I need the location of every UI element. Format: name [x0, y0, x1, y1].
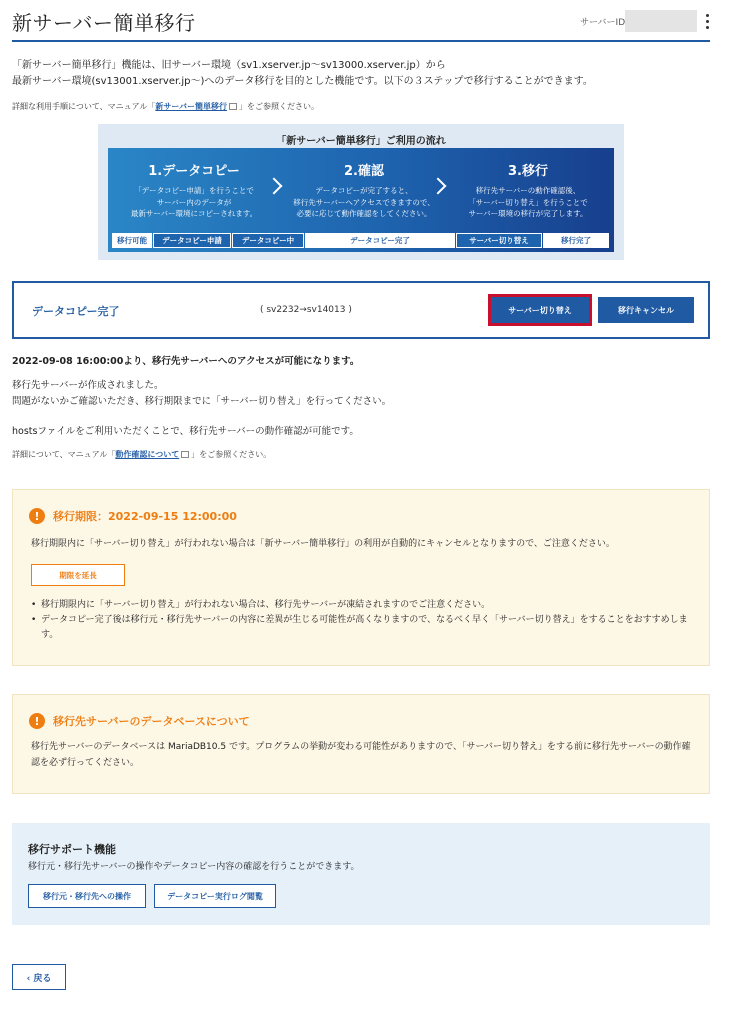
deadline-bullets	[31, 598, 697, 643]
stage-server-switch: サーバー切り替え	[456, 233, 542, 248]
list-item: • データコピー完了後は移行元・移行先サーバーの内容に差異が生じる可能性が高くなりますので、なるべく早く「サーバー切り替え」をすることをおすすめします。	[31, 613, 697, 643]
support-desc: 移行元・移行先サーバーの操作やデータコピー内容の確認を行うことができます。	[28, 862, 360, 872]
stage-bar	[112, 233, 610, 248]
flow-title: 「新サーバー簡単移行」ご利用の流れ	[276, 136, 446, 147]
database-title	[29, 713, 250, 729]
database-warning-box	[12, 694, 710, 794]
page-header	[12, 0, 710, 42]
copy-log-button[interactable]: データコピー実行ログ閲覧	[154, 884, 276, 908]
page-title: 新サーバー簡単移行	[12, 11, 196, 35]
manual-note-prefix: 詳細な利用手順について、マニュアル「	[12, 102, 156, 111]
manual-link-migration[interactable]: 新サーバー簡単移行	[155, 102, 227, 111]
server-created-line-2: 問題がないかご確認いただき、移行期限までに「サーバー切り替え」を行ってください。	[12, 396, 392, 407]
server-id-label: サーバーID	[580, 18, 626, 28]
more-menu-icon[interactable]	[702, 10, 712, 32]
flow-step-3	[448, 160, 608, 220]
flow-step-2	[284, 160, 444, 220]
warning-icon: !	[29, 508, 45, 524]
server-id-value	[625, 10, 697, 32]
flow-banner	[108, 148, 614, 252]
flow-step-1	[114, 160, 274, 220]
migration-flow-diagram	[98, 124, 624, 260]
server-route: ( sv2232→sv14013 )	[260, 305, 352, 315]
status-label: データコピー完了	[32, 305, 120, 318]
back-button[interactable]: ‹ 戻る	[12, 964, 66, 990]
flow-step-3-desc-2: 「サーバー切り替え」を行うことで	[468, 197, 588, 207]
flow-step-1-desc-2: サーバー内のデータが	[156, 197, 232, 207]
stage-copy-complete: データコピー完了	[305, 233, 455, 248]
stage-migration-complete: 移行完了	[543, 233, 609, 248]
flow-step-1-desc-1: 「データコピー申請」を行うことで	[134, 186, 254, 195]
flow-step-2-head: 2.確認	[344, 164, 384, 179]
extend-deadline-button[interactable]: 期限を延長	[31, 564, 125, 586]
server-operations-button[interactable]: 移行元・移行先への操作	[28, 884, 146, 908]
flow-step-1-desc-3: 最新サーバー環境にコピーされます。	[130, 209, 258, 218]
server-switch-button[interactable]: サーバー切り替え	[491, 297, 589, 323]
support-title: 移行サポート機能	[28, 843, 116, 856]
detail-note	[12, 449, 271, 460]
stage-copying: データコピー中	[232, 233, 304, 248]
manual-link-verification[interactable]: 動作確認について	[115, 450, 180, 459]
intro-text	[12, 58, 712, 90]
database-title-text: 移行先サーバーのデータベースについて	[53, 715, 250, 728]
intro-line-1: 「新サーバー簡単移行」機能は、旧サーバー環境（sv1.xserver.jp〜sv13000.xserver.jp）から	[12, 60, 446, 71]
flow-step-3-head: 3.移行	[508, 164, 548, 179]
flow-step-3-desc-1: 移行先サーバーの動作確認後、	[475, 186, 581, 195]
external-link-icon	[229, 103, 237, 110]
external-link-icon	[181, 451, 189, 458]
server-created-notice	[12, 378, 391, 410]
detail-note-suffix: 」をご参照ください。	[191, 450, 272, 459]
detail-note-prefix: 詳細について、マニュアル「	[12, 450, 116, 459]
flow-step-2-desc-1: データコピーが完了すると、	[315, 186, 413, 195]
manual-note-suffix: 」をご参照ください。	[238, 102, 319, 111]
warning-icon: !	[29, 713, 45, 729]
deadline-warning-box	[12, 489, 710, 666]
intro-line-2: 最新サーバー環境(sv13001.xserver.jp〜)へのデータ移行を目的とした機能です。以下の３ステップで移行することができます。	[12, 76, 593, 87]
access-available-notice: 2022-09-08 16:00:00より、移行先サーバーへのアクセスが可能になります。	[12, 356, 360, 367]
support-panel	[12, 823, 710, 925]
cancel-migration-button[interactable]: 移行キャンセル	[598, 297, 694, 323]
deadline-title-text: 移行期限：2022-09-15 12:00:00	[53, 510, 237, 523]
server-created-line-1: 移行先サーバーが作成されました。	[12, 380, 164, 391]
hosts-file-notice: hostsファイルをご利用いただくことで、移行先サーバーの動作確認が可能です。	[12, 426, 359, 437]
flow-step-2-desc-3: 必要に応じて動作確認をしてください。	[296, 209, 432, 218]
stage-copy-request: データコピー申請	[153, 233, 231, 248]
flow-step-3-desc-3: サーバー環境の移行が完了します。	[468, 209, 588, 218]
database-text: 移行先サーバーのデータベースは MariaDB10.5 です。プログラムの挙動が変わる可能性がありますので、「サーバー切り替え」をする前に移行先サーバーの動作確認を必ず行ってください。	[31, 742, 691, 768]
list-item: • 移行期限内に「サーバー切り替え」が行われない場合は、移行先サーバーが凍結されますのでご注意ください。	[31, 598, 697, 613]
deadline-title	[29, 508, 237, 524]
manual-note	[12, 101, 319, 112]
flow-step-2-desc-2: 移行先サーバーへアクセスできますので、	[293, 197, 435, 207]
migration-status-panel	[12, 281, 710, 339]
stage-available: 移行可能	[112, 233, 152, 248]
deadline-text: 移行期限内に「サーバー切り替え」が行われない場合は「新サーバー簡単移行」の利用が自動的にキャンセルとなりますので、ご注意ください。	[31, 539, 615, 549]
flow-step-1-head: 1.データコピー	[148, 164, 240, 179]
